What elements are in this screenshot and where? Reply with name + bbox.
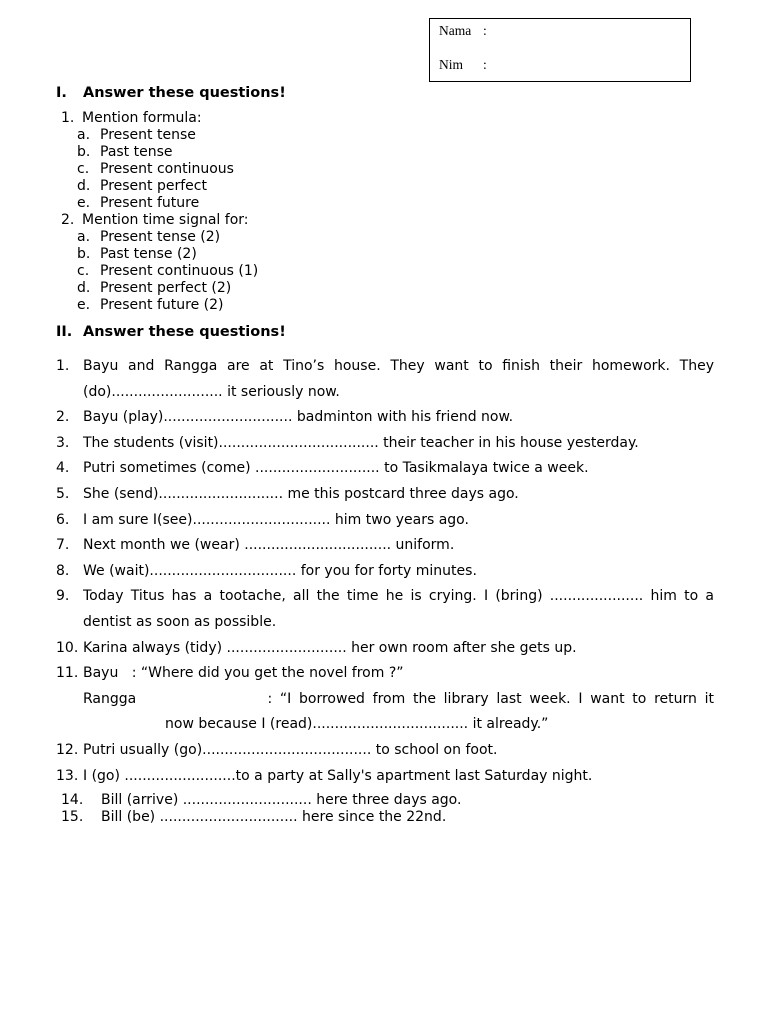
item-number: 12.	[56, 741, 79, 758]
list-item	[56, 636, 714, 662]
section1-questions	[61, 110, 258, 314]
question-number: 1.	[61, 110, 75, 126]
section2-heading	[56, 324, 286, 340]
sub-text: Present tense	[100, 127, 196, 143]
sub-letter: c.	[77, 263, 90, 279]
nim-label: Nim	[439, 57, 464, 72]
item-number: 8.	[56, 562, 70, 579]
section1-title: Answer these questions!	[83, 85, 286, 101]
item-text: Bayu (play)............................. badminton with his friend now.	[83, 409, 514, 426]
name-label: Nama	[439, 23, 472, 38]
item-number: 11.	[56, 665, 79, 682]
sub-item	[61, 144, 258, 161]
sub-letter: d.	[77, 178, 91, 194]
sub-item	[61, 263, 258, 280]
list-item	[56, 456, 714, 482]
sub-item	[61, 280, 258, 297]
item-text: Today Titus has a tootache, all the time he is crying. I (bring) ..................... him to a dentist as soon as possible.	[83, 588, 714, 630]
sub-text: Present continuous (1)	[100, 263, 259, 279]
sub-letter: e.	[77, 195, 91, 211]
list-item	[56, 738, 714, 764]
sub-item	[61, 297, 258, 314]
question-1	[61, 110, 258, 127]
question-2	[61, 212, 258, 229]
sub-letter: e.	[77, 297, 91, 313]
section1-number: I.	[56, 85, 67, 101]
item-text: We (wait)................................. for you for forty minutes.	[83, 562, 477, 579]
name-colon: :	[483, 23, 487, 38]
section2-title: Answer these questions!	[83, 324, 286, 340]
item-number: 15.	[61, 809, 84, 825]
sub-text: Present continuous	[100, 161, 234, 177]
dialogue-line: Rangga : “I borrowed from the library last week. I want to return it	[83, 690, 714, 707]
item-number: 2.	[56, 409, 70, 426]
item-text: Putri usually (go)...................................... to school on foot.	[83, 741, 498, 758]
list-item	[61, 792, 461, 809]
identity-box	[429, 18, 691, 82]
item-number: 13.	[56, 767, 79, 784]
item-number: 5.	[56, 485, 70, 502]
item-number: 9.	[56, 588, 70, 605]
sub-text: Present future	[100, 195, 200, 211]
list-item	[56, 764, 714, 790]
item-text: Bayu and Rangga are at Tino’s house. They want to finish their homework. They (do)......................... it seriously now.	[83, 358, 714, 400]
sub-item	[61, 246, 258, 263]
sub-item	[61, 195, 258, 212]
dialogue	[83, 661, 714, 738]
item-text: The students (visit).................................... their teacher in his house yesterday.	[83, 434, 639, 451]
item-text: Next month we (wear) ................................. uniform.	[83, 537, 455, 554]
sub-item	[61, 161, 258, 178]
section1-heading	[56, 85, 286, 101]
item-text: Karina always (tidy) ........................... her own room after she gets up.	[83, 639, 577, 656]
list-item	[56, 508, 714, 534]
item-text: Putri sometimes (come) ............................ to Tasikmalaya twice a week.	[83, 460, 589, 477]
sub-letter: a.	[77, 127, 91, 143]
item-text: She (send)............................ me this postcard three days ago.	[83, 485, 519, 502]
sub-text: Past tense	[100, 144, 173, 160]
item-number: 4.	[56, 460, 70, 477]
dialogue-line: now because I (read)................................... it already.”	[165, 716, 549, 733]
name-row	[439, 23, 487, 39]
item-number: 10.	[56, 639, 79, 656]
item-text: I (go) .........................to a party at Sally's apartment last Saturday night.	[83, 767, 593, 784]
item-text: Bill (be) ............................... here since the 22nd.	[101, 809, 447, 825]
list-item	[56, 431, 714, 457]
list-item	[61, 809, 461, 826]
list-item	[56, 559, 714, 585]
list-item-dialogue	[56, 661, 714, 738]
sub-text: Present perfect	[100, 178, 207, 194]
item-text: Bill (arrive) ............................. here three days ago.	[101, 792, 462, 808]
item-number: 7.	[56, 537, 70, 554]
sub-letter: b.	[77, 144, 91, 160]
sub-item	[61, 178, 258, 195]
section2-list	[56, 354, 714, 789]
sub-text: Present future (2)	[100, 297, 224, 313]
item-number: 3.	[56, 434, 70, 451]
item-number: 14.	[61, 792, 84, 808]
extra-list	[61, 792, 461, 826]
sub-letter: b.	[77, 246, 91, 262]
sub-letter: a.	[77, 229, 91, 245]
list-item	[56, 354, 714, 405]
question-text: Mention formula:	[82, 110, 202, 126]
section2-number: II.	[56, 324, 73, 340]
sub-text: Past tense (2)	[100, 246, 197, 262]
sub-item	[61, 127, 258, 144]
item-number: 1.	[56, 358, 70, 374]
sub-letter: d.	[77, 280, 91, 296]
sub-text: Present tense (2)	[100, 229, 221, 245]
list-item	[56, 533, 714, 559]
list-item	[56, 584, 714, 635]
nim-colon: :	[483, 57, 487, 72]
question-number: 2.	[61, 212, 75, 228]
sub-letter: c.	[77, 161, 90, 177]
list-item	[56, 405, 714, 431]
list-item	[56, 482, 714, 508]
sub-text: Present perfect (2)	[100, 280, 232, 296]
nim-row	[439, 57, 487, 73]
dialogue-line: Bayu : “Where did you get the novel from ?”	[83, 665, 404, 682]
item-number: 6.	[56, 511, 70, 528]
item-text: I am sure I(see)............................... him two years ago.	[83, 511, 469, 528]
question-text: Mention time signal for:	[82, 212, 249, 228]
sub-item	[61, 229, 258, 246]
